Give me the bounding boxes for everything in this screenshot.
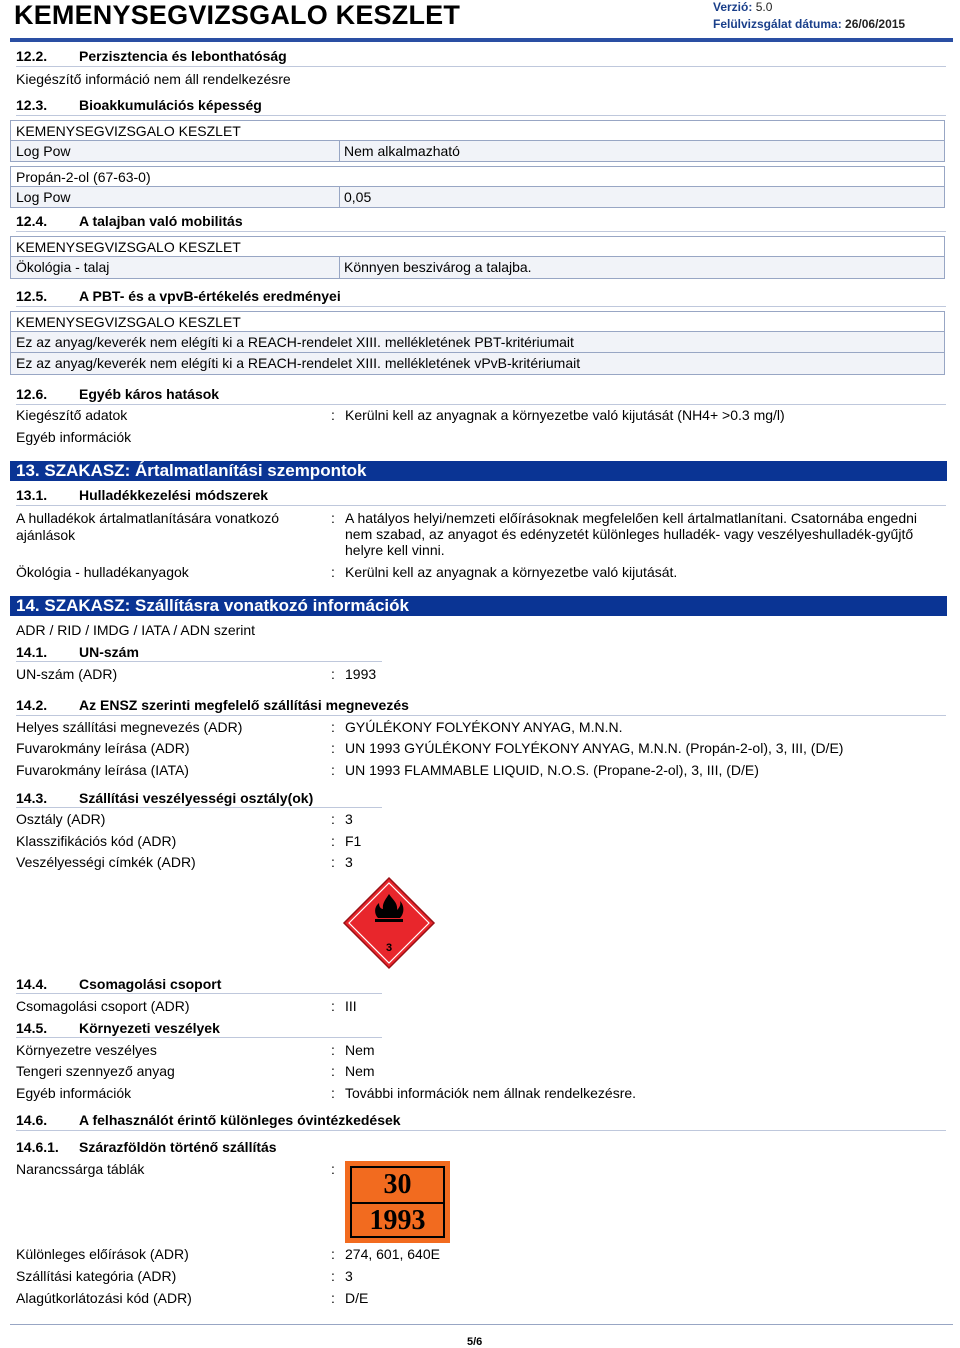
colon: : [331,564,335,580]
subsection-12-2-heading: 12.2. Perzisztencia és lebonthatóság [16,48,946,67]
special-provisions-label: Különleges előírások (ADR) [16,1246,189,1262]
version-label: Verzió: [713,0,753,14]
colon: : [331,1063,335,1079]
s14-4-underline [16,993,382,994]
packing-group-value: III [345,998,357,1014]
s13-label-1: A hulladékok ártalmatlanítására vonatkozó ajánlások [16,510,280,543]
subsection-12-5-heading: 12.5. A PBT- és a vpvB-értékelés eredményei [16,288,946,307]
page-number: 5/6 [467,1336,483,1348]
orange-plate-label: Narancssárga táblák [16,1161,145,1177]
colon: : [331,833,335,849]
hazard-label-label: Veszélyességi címkék (ADR) [16,854,196,870]
subsection-13-1-heading: 13.1. Hulladékkezelési módszerek [16,487,946,506]
other-info-value: További információk nem állnak rendelkezésre. [345,1085,637,1101]
subsection-14-4-heading: 14.4. Csomagolási csoport [16,976,222,992]
s12-6-value-1: Kerülni kell az anyagnak a környezetbe való kijutását (NH4+ >0.3 mg/l) [345,407,785,423]
colon: : [331,1042,335,1058]
tunnel-code-value: D/E [345,1290,369,1306]
s12-3-product-box: KEMENYSEGVIZSGALO KESZLET [10,120,945,141]
colon: : [331,1290,335,1306]
s12-4-product-box: KEMENYSEGVIZSGALO KESZLET [10,236,945,257]
footer-rule [10,1324,953,1325]
environment-hazard-value: Nem [345,1042,375,1058]
transport-category-value: 3 [345,1268,353,1284]
subsection-12-6-heading: 12.6. Egyéb káros hatások [16,386,946,405]
subsection-14-5-heading: 14.5. Környezeti veszélyek [16,1020,220,1036]
un-number-plate: 1993 [369,1205,426,1236]
transport-doc-iata-label: Fuvarokmány leírása (IATA) [16,762,189,778]
header-rule [10,38,953,42]
colon: : [331,854,335,870]
subsection-14-3-heading: 14.3. Szállítási veszélyességi osztály(ok) [16,790,314,806]
s12-3-row-1: Log Pow Nem alkalmazható [10,141,945,162]
s14-intro: ADR / RID / IMDG / IATA / ADN szerint [16,622,256,638]
colon: : [331,1161,335,1177]
colon: : [331,1085,335,1101]
packing-group-label: Csomagolási csoport (ADR) [16,998,190,1014]
class-value: 3 [345,811,353,827]
s13-value-2: Kerülni kell az anyagnak a környezetbe való kijutását. [345,564,678,580]
subsection-14-1-heading: 14.1. UN-szám [16,644,139,660]
transport-doc-iata-value: UN 1993 FLAMMABLE LIQUID, N.O.S. (Propane-2-ol), 3, III, (D/E) [345,762,759,778]
version-line [713,0,772,14]
s13-label-2: Ökológia - hulladékanyagok [16,564,189,580]
un-label: UN-szám (ADR) [16,666,118,682]
flammable-liquid-hazard-diamond-icon [342,876,436,970]
colon: : [331,407,335,423]
subsection-14-2-heading: 14.2. Az ENSZ szerinti megfelelő szállítási megnevezés [16,697,946,716]
s12-2-text: Kiegészítő információ nem áll rendelkezésre [16,71,291,87]
s12-3-row-2: Log Pow 0,05 [10,187,945,208]
section-13-header: 13. SZAKASZ: Ártalmatlanítási szempontok [10,461,947,481]
colon: : [331,740,335,756]
version-value: 5.0 [755,0,773,14]
shipping-name-value: GYÚLÉKONY FOLYÉKONY ANYAG, M.N.N. [345,719,623,735]
s14-1-underline [16,661,382,662]
colon: : [331,998,335,1014]
other-info-label: Egyéb információk [16,1085,132,1101]
review-date: 26/06/2015 [845,17,906,31]
environment-hazard-label: Környezetre veszélyes [16,1042,157,1058]
subsection-14-6-1-heading: 14.6.1. Szárazföldön történő szállítás [16,1139,277,1155]
classification-code-label: Klasszifikációs kód (ADR) [16,833,177,849]
subsection-12-4-heading: 12.4. A talajban való mobilitás [16,213,946,232]
colon: : [331,762,335,778]
special-provisions-value: 274, 601, 640E [345,1246,440,1262]
s13-value-1: A hatályos helyi/nemzeti előírásoknak megfelelően kell ártalmatlanítani. Csatornába engedni nem szabad, az anyagot és edényzetét különleges hulladék- vagy veszélyeshulladék-gyűjtő helyre kell vinni. [345,510,918,558]
colon: : [331,666,335,682]
hazard-label-value: 3 [345,854,353,870]
classification-code-value: F1 [345,833,362,849]
diamond-class-number: 3 [385,942,393,954]
document-title: KEMENYSEGVIZSGALO KESZLET [14,0,461,30]
s12-3-substance-box: Propán-2-ol (67-63-0) [10,166,945,187]
transport-doc-adr-value: UN 1993 GYÚLÉKONY FOLYÉKONY ANYAG, M.N.N. (Propán-2-ol), 3, III, (D/E) [345,740,844,756]
orange-adr-plate [345,1161,450,1243]
tunnel-code-label: Alagútkorlátozási kód (ADR) [16,1290,192,1306]
transport-category-label: Szállítási kategória (ADR) [16,1268,177,1284]
shipping-name-label: Helyes szállítási megnevezés (ADR) [16,719,243,735]
s12-5-product-box: KEMENYSEGVIZSGALO KESZLET [10,311,945,332]
class-label: Osztály (ADR) [16,811,106,827]
review-label: Felülvizsgálat dátuma: [713,17,842,31]
marine-pollutant-label: Tengeri szennyező anyag [16,1063,175,1079]
marine-pollutant-value: Nem [345,1063,375,1079]
s14-5-underline [16,1037,382,1038]
transport-doc-adr-label: Fuvarokmány leírása (ADR) [16,740,190,756]
s12-4-row: Ökológia - talaj Könnyen beszivárog a talajba. [10,257,945,279]
s12-5-row-2: Ez az anyag/keverék nem elégíti ki a REACH-rendelet XIII. mellékletének vPvB-kritériumait [10,353,945,375]
s12-6-label-2: Egyéb információk [16,429,132,445]
colon: : [331,510,335,526]
colon: : [331,719,335,735]
hazard-identification-number: 30 [352,1168,443,1204]
subsection-14-6-heading: 14.6. A felhasználót érintő különleges óvintézkedések [16,1112,946,1131]
un-value: 1993 [345,666,377,682]
s12-6-label-1: Kiegészítő adatok [16,407,128,423]
colon: : [331,1246,335,1262]
colon: : [331,811,335,827]
colon: : [331,1268,335,1284]
s14-3-underline [16,807,382,808]
subsection-12-3-heading: 12.3. Bioakkumulációs képesség [16,97,946,116]
review-date-line [713,17,905,31]
s12-5-row-1: Ez az anyag/keverék nem elégíti ki a REACH-rendelet XIII. mellékletének PBT-kritériumait [10,332,945,353]
section-14-header: 14. SZAKASZ: Szállításra vonatkozó információk [10,596,947,616]
